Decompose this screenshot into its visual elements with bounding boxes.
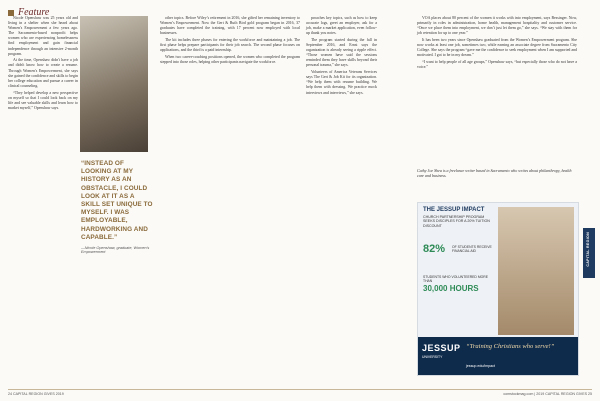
advertisement[interactable] <box>417 202 579 376</box>
ad-banner <box>418 337 578 375</box>
ad-title: THE JESSUP IMPACT <box>423 207 485 213</box>
ad-photo <box>498 207 574 335</box>
paragraph: other topics. Before Wiley’s retirement in 2016, she gifted her remaining inventory to Women’s Empowerment. Now the Gert & Ruth Bird gold program began in 2016, 37 graduates have completed the training, with 17 percent now employed with local businesses. <box>160 16 300 36</box>
ad-logo-subtitle: UNIVERSITY <box>422 355 443 359</box>
paragraph: The kit includes three phases for entering the workforce and maintaining a job. The first phase helps prepare participants for their job search. The second phase focuses on applications, and the third is a paid internship. <box>160 37 300 53</box>
ad-stat-label: STUDENTS WHO VOLUNTEERED MORE THAN <box>423 275 488 283</box>
side-tab-label: CAPITAL REGION <box>586 232 590 267</box>
paragraph: VOA places about 80 percent of the women it works with into employment, says Bessinger. Now, primarily in roles in administration, home health, management hospitality and customer service. “Once we place them into employment, we don’t just let them go,” she says. “We stay with them for job retention for up to one year.” <box>417 16 577 36</box>
article-column-1 <box>8 16 78 112</box>
paragraph: “They helped develop a new perspective on myself so that I could look back on my life and see valuable skills and learn how to market myself,” Openshaw says. <box>8 90 78 110</box>
ad-stat-label: OF STUDENTS RECEIVE FINANCIAL AID <box>452 245 492 253</box>
section-title: Feature <box>18 7 50 18</box>
ad-logo: JESSUP <box>422 343 461 353</box>
ad-subtitle: CHURCH PARTNERSHIP PROGRAM SEEKS DISCIPLES FOR A 20% TUITION DISCOUNT <box>423 215 490 228</box>
ad-url[interactable]: jessup.edu/impact <box>466 364 495 368</box>
paragraph: It has been two years since Openshaw graduated from the Women’s Empowerment program. She now works at least one job, sometimes two, while earning an associate degree from Sacramento City College. She says the program “gave me the confidence to seek employment when I am supported and motivated. I got to be in my dream.” <box>417 37 577 58</box>
article-column-4 <box>417 16 577 72</box>
paragraph: Nicole Openshaw was 25 years old and living in a shelter when she heard about Women's Empowerment a few years ago. The Sacramento-based nonprofit helps women who are experiencing homelessness find employment and gain financial independence through an intensive 2-month program. <box>8 16 78 56</box>
paragraph: proaches key topics, such as how to keep accurate logs, greet an employer, ask for a job, make a market application, even follow-up thank you notes. <box>306 16 377 36</box>
footer-right: comstockmag.com | 2019 CAPITAL REGION GIVES 25 <box>503 392 592 396</box>
article-column-3 <box>306 16 377 97</box>
ad-tagline: “Training Christians who serve!” <box>466 343 555 350</box>
footer-divider <box>8 389 592 390</box>
paragraph: Volunteers of America Veterans Services says The Gert & Job Kit for its organization. “We help them with resume building. We help them with dressing. We practice mock interviews and interviews,” she says. <box>306 70 377 95</box>
pull-quote-text: “INSTEAD OF LOOKING AT MY HISTORY AS AN OBSTACLE, I COULD LOOK AT IT AS A SKILL SET UNIQUE TO MYSELF. I WAS EMPLOYABLE, HARDWORKING AND CAPABLE.” <box>81 160 153 241</box>
ad-stat-value: 82% <box>423 243 446 255</box>
paragraph: At the time, Openshaw didn't have a job and didn't know how to create a resume. Through Women's Empowerment, she says she gained the confidence and skills to begin her college education and pursue a career in clinical counseling. <box>8 58 78 88</box>
pull-quote-attribution: —Nicole Openshaw, graduate, Women’s Empowerment <box>81 246 150 255</box>
section-mark-icon <box>8 10 14 16</box>
pull-quote <box>81 160 155 254</box>
article-photo <box>80 16 148 152</box>
author-bio: Cathy Joe Shea is a freelance writer based in Sacramento who writes about philanthropy, health care and business. <box>417 168 572 178</box>
page-footer <box>8 392 592 398</box>
section-side-tab <box>583 228 595 278</box>
footer-left: 24 CAPITAL REGION GIVES 2019 <box>8 392 64 396</box>
paragraph: When two career-coaching positions opened, the women who completed the program stepped into those roles, helping other participants navigate the workforce. <box>160 54 300 64</box>
paragraph: The program started during the fall in September 2016, and Ernst says the organization is already seeing a ripple effect. “Those women have said the sessions reminded them they have skills beyond their personal trauma,” she says. <box>306 37 377 68</box>
article-column-2 <box>160 16 300 67</box>
ad-stat-value: 30,000 HOURS <box>423 284 479 293</box>
paragraph: “I want to help people of all age groups,” Openshaw says, “but especially those who do not have a voice.” <box>417 59 577 70</box>
